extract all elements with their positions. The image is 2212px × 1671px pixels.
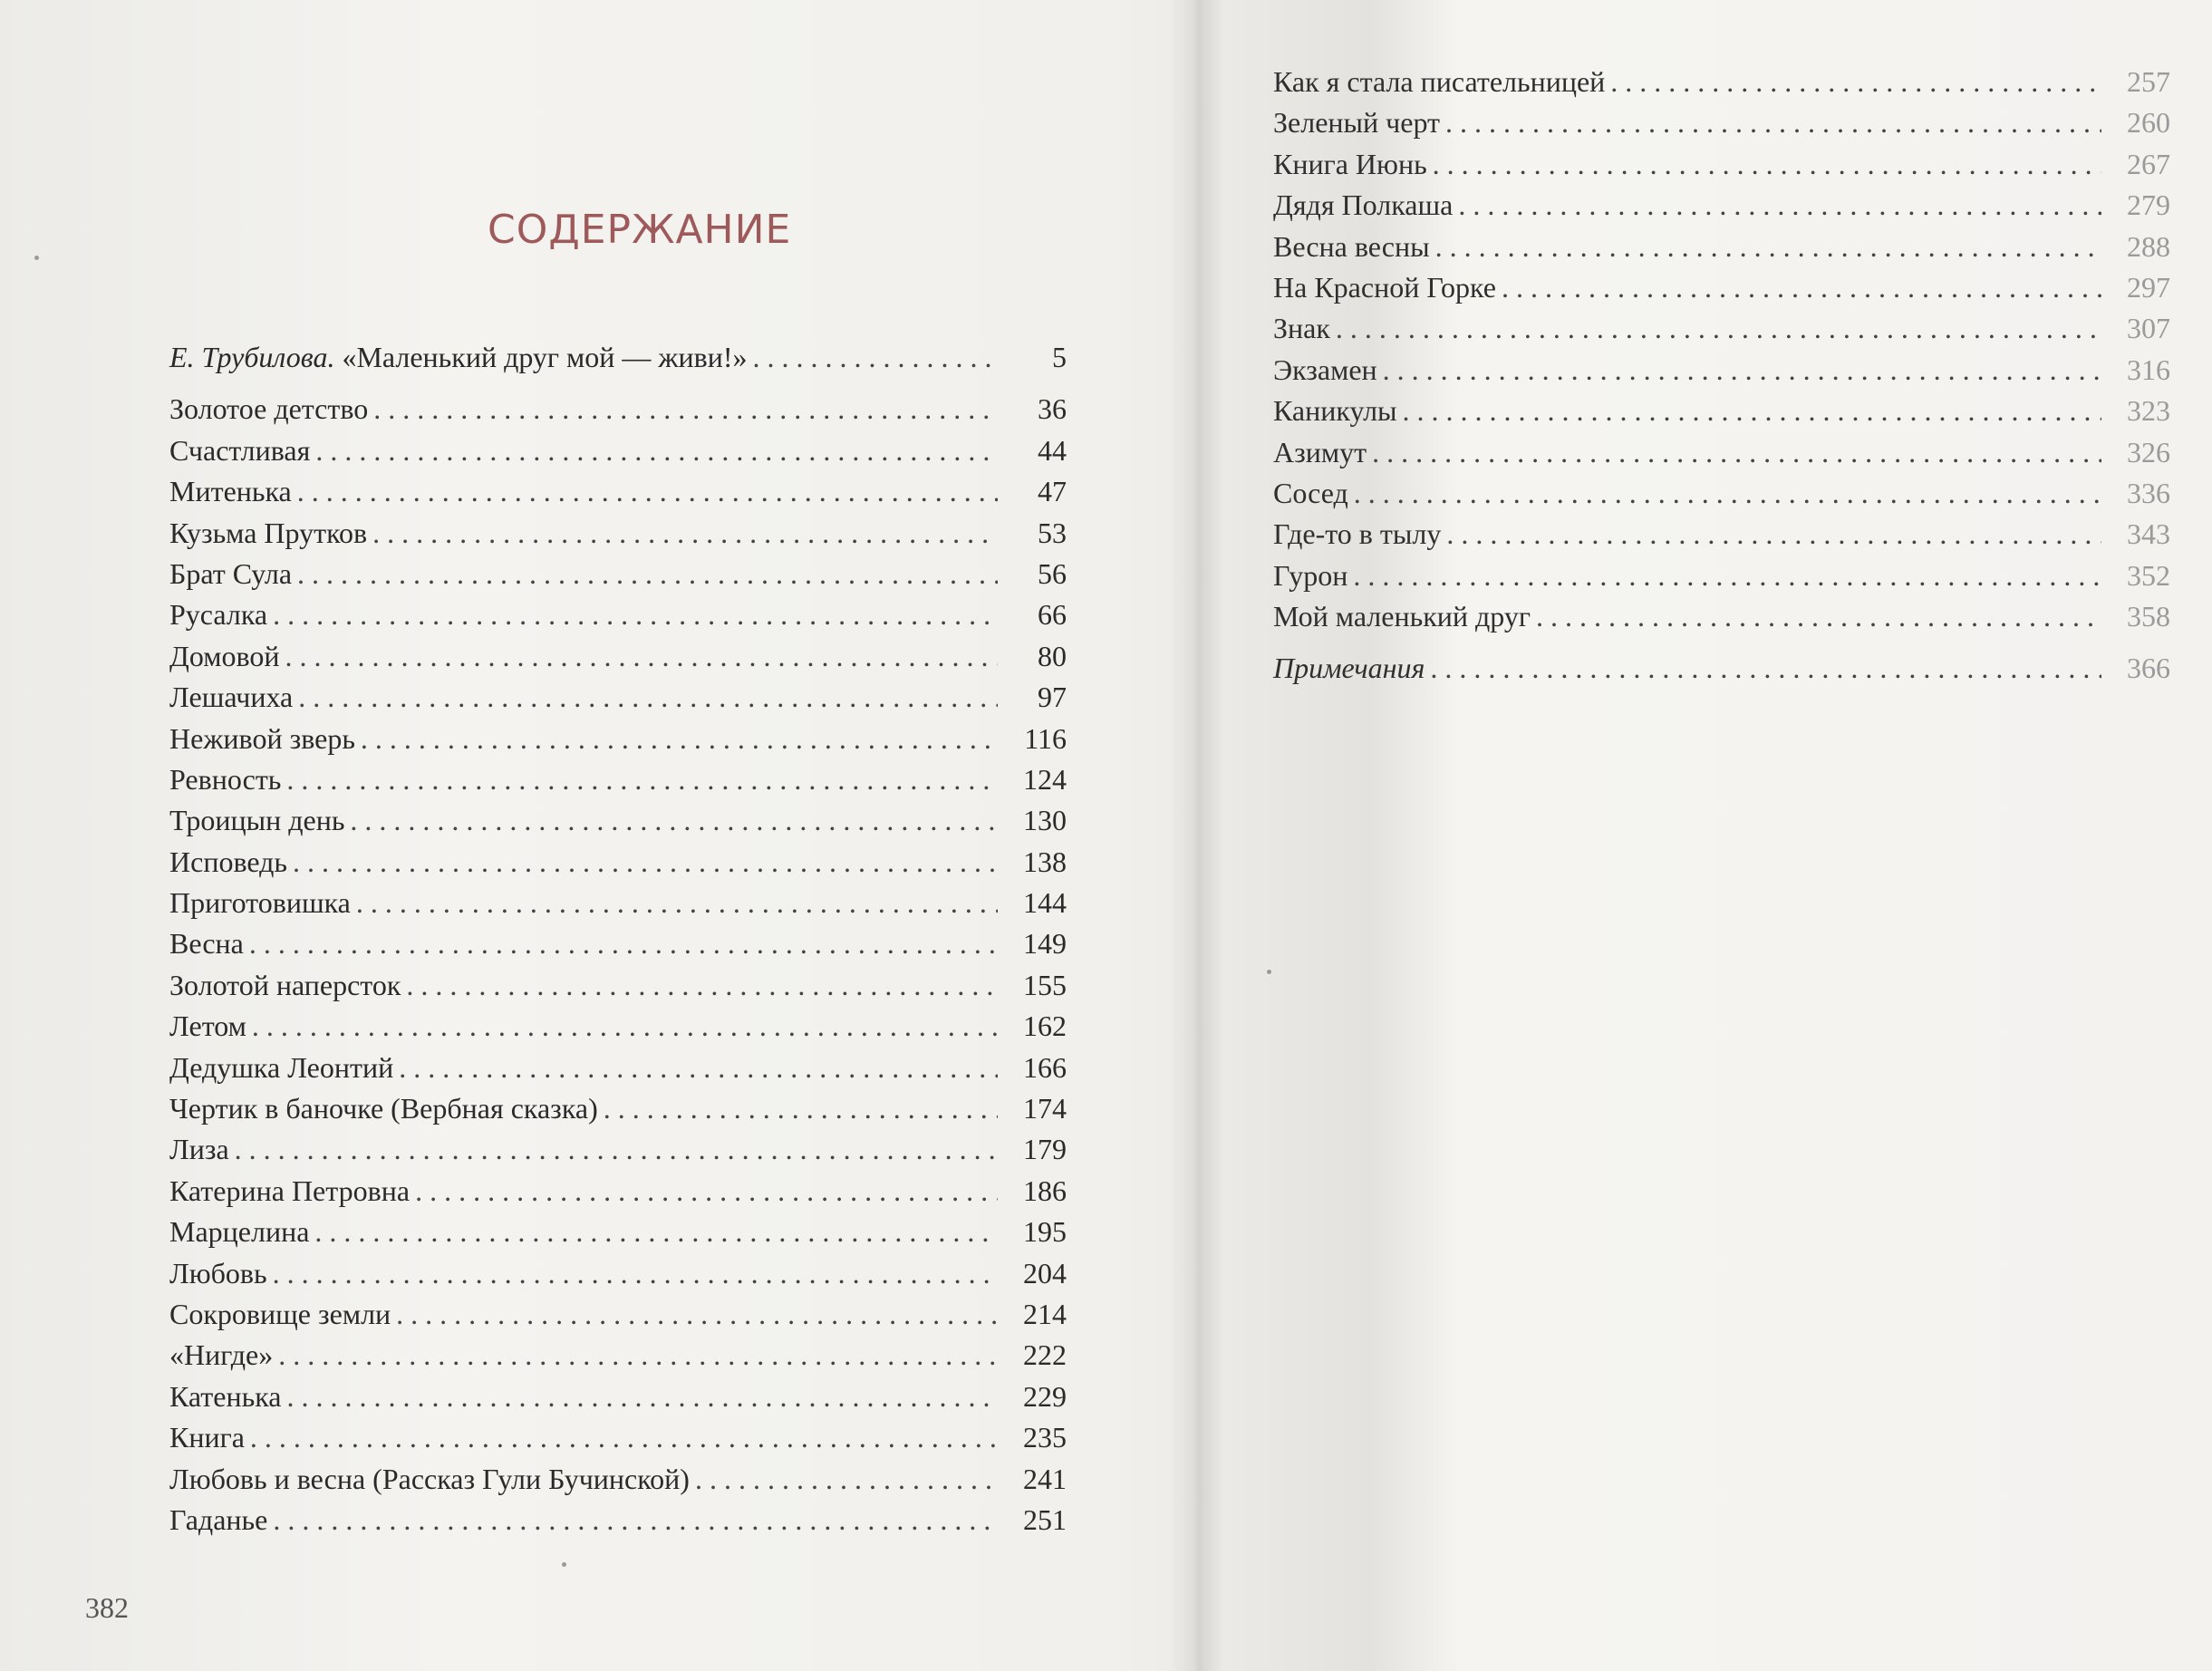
dot-leader [1403,391,2101,431]
toc-entry-page: 47 [1038,475,1067,508]
toc-entry-title: Где-то в тылу [1273,517,1442,551]
toc-entry-title: Гурон [1273,558,1348,592]
toc-entry [1273,514,2170,555]
toc-entry-page: 130 [1023,804,1067,837]
toc-entry-page: 56 [1038,556,1067,590]
toc-entry [1273,555,2170,596]
toc-entry-title: Митенька [169,475,292,508]
dot-leader [361,719,998,759]
toc-entry [169,1335,1067,1376]
toc-entry-title: Дядя Полкаша [1273,188,1454,222]
toc-entry-page: 204 [1023,1256,1067,1289]
toc-entry [169,1129,1067,1170]
toc-entry-page: 297 [2127,270,2170,304]
toc-entry-title: На Красной Горке [1273,270,1496,304]
toc-entry-page: 343 [2127,517,2170,551]
toc-entry-title: Троицын день [169,804,345,837]
toc-entry [169,800,1067,841]
toc-entry-title: Золотое детство [169,392,369,426]
dot-leader [399,1048,998,1088]
dot-leader [273,1253,998,1294]
toc-heading: СОДЕРЖАНИЕ [488,207,792,253]
toc-entry-page: 358 [2127,600,2170,633]
dot-leader [350,800,998,841]
toc-entry [169,430,1067,471]
toc-entry-title: Неживой зверь [169,721,355,755]
dot-leader [1372,432,2101,473]
toc-entry-page: 241 [1023,1462,1067,1495]
toc-entry-page: 316 [2127,353,2170,386]
toc-entry [169,594,1067,635]
toc-entry [169,719,1067,759]
intro-author: Е. Трубилова. [169,341,335,373]
toc-entry [169,1006,1067,1047]
toc-entry-page: 155 [1023,968,1067,1001]
toc-entry-title: Летом [169,1009,246,1043]
toc-entry [169,1171,1067,1212]
dot-leader [1336,308,2101,349]
toc-entry-page: 251 [1023,1502,1067,1536]
dot-leader [286,1376,998,1417]
dot-leader [252,1006,998,1047]
toc-entry-page: 138 [1023,845,1067,878]
dot-leader [314,1212,998,1252]
dot-leader [278,1335,998,1376]
dot-leader [286,759,998,800]
toc-entry-page: 288 [2127,229,2170,263]
toc-entry [169,1088,1067,1129]
toc-entry-page: 44 [1038,433,1067,467]
toc-entry-title [169,337,748,378]
toc-entry-title: Лешачиха [169,681,294,714]
toc-entry-title: Гаданье [169,1502,268,1536]
toc-entry-page: 257 [2127,65,2170,98]
toc-entry-title: Каникулы [1273,394,1397,428]
dot-leader [315,430,998,471]
intro-title: «Маленький друг мой — живи!» [342,341,748,373]
book-gutter [1169,0,1223,1671]
toc-entry-title: Экзамен [1273,353,1377,386]
dot-leader [1354,473,2101,514]
toc-entry-title: Приготовишка [169,886,351,920]
dot-leader [1610,62,2101,102]
toc-entry [169,677,1067,718]
dot-leader [695,1459,998,1500]
toc-entry [1273,267,2170,308]
toc-entry-title: Книга [169,1421,245,1454]
toc-entry-title: Зеленый черт [1273,106,1441,140]
toc-entry [1273,227,2170,267]
toc-right-page [1273,62,2170,690]
toc-entry [1273,308,2170,349]
toc-entry [169,759,1067,800]
toc-entry-page: 97 [1038,681,1067,714]
dot-leader [1445,102,2101,143]
paper-speck [1267,970,1271,974]
toc-entry-title: Русалка [169,598,268,632]
toc-entry-title: Азимут [1273,435,1367,468]
toc-entry-page: 307 [2127,312,2170,345]
toc-intro-entry [169,337,1067,378]
toc-entry-title: Книга Июнь [1273,147,1427,180]
toc-entry [169,513,1067,554]
toc-entry [169,554,1067,594]
toc-entry [1273,185,2170,226]
toc-entry [169,1500,1067,1541]
toc-entry-page: 53 [1038,516,1067,549]
toc-entry [169,883,1067,923]
toc-entry-page: 235 [1023,1421,1067,1454]
page-number: 382 [85,1591,129,1624]
toc-entry-page: 323 [2127,394,2170,428]
toc-entry [169,471,1067,512]
toc-entry-page: 260 [2127,106,2170,140]
dot-leader [297,554,998,594]
dot-leader [356,883,998,923]
toc-entry [1273,144,2170,185]
toc-entry [169,1212,1067,1252]
toc-entry-title: Любовь [169,1256,267,1289]
toc-entry-title: Знак [1273,312,1330,345]
toc-entry-title: Сокровище земли [169,1297,391,1330]
dot-leader [415,1171,998,1212]
dot-leader [297,471,998,512]
dot-leader [604,1088,998,1129]
toc-entry-title: Чертик в баночке (Вербная сказка) [169,1092,598,1125]
toc-entry-title: Исповедь [169,845,288,878]
toc-entry-page: 267 [2127,147,2170,180]
toc-entry-page: 186 [1023,1174,1067,1207]
toc-entry-title: Ревность [169,762,282,796]
toc-entry-title: Золотой наперсток [169,968,401,1001]
toc-entry [169,1376,1067,1417]
toc-entry-page: 36 [1038,392,1067,426]
dot-leader [396,1294,998,1335]
toc-entry-page: 214 [1023,1297,1067,1330]
dot-leader [1536,596,2101,637]
toc-entry-page: 80 [1038,639,1067,672]
toc-entry-page: 279 [2127,188,2170,222]
toc-entry-page: 149 [1023,927,1067,961]
toc-entry-page: 366 [2127,652,2170,685]
toc-entry-page: 162 [1023,1009,1067,1043]
toc-entry-page: 144 [1023,886,1067,920]
toc-entry [1273,102,2170,143]
toc-entry-title: Катерина Петровна [169,1174,411,1207]
toc-entry-title: Весна весны [1273,229,1430,263]
toc-entry-title: Любовь и весна (Рассказ Гули Бучинской) [169,1462,690,1495]
dot-leader [273,594,998,635]
toc-entry [169,1294,1067,1335]
dot-leader [373,389,998,430]
toc-entry [169,965,1067,1006]
toc-entry-title: Домовой [169,639,280,672]
toc-entry-page: 222 [1023,1338,1067,1372]
dot-leader [1458,185,2101,226]
toc-entry-title: Дедушка Леонтий [169,1050,394,1084]
toc-entry [1273,596,2170,637]
toc-entry-page: 116 [1024,721,1067,755]
toc-entry [169,1459,1067,1500]
toc-entry-title: Лиза [169,1133,229,1166]
toc-entry-title: Счастливая [169,433,311,467]
toc-entry [169,636,1067,677]
toc-entry-title: Сосед [1273,476,1348,509]
dot-leader [250,1417,998,1458]
paper-speck [562,1562,566,1567]
dot-leader [293,842,998,883]
dot-leader [406,965,998,1006]
toc-entry [169,389,1067,430]
toc-entry-page: 195 [1023,1215,1067,1249]
toc-entry [1273,62,2170,102]
toc-entry-page: 174 [1023,1092,1067,1125]
toc-entry-page: 229 [1023,1379,1067,1413]
dot-leader [1502,267,2101,308]
toc-entry-page: 66 [1038,598,1067,632]
dot-leader [298,677,998,718]
toc-entry-page: 336 [2127,476,2170,509]
toc-entry-title: «Нигде» [169,1338,274,1372]
toc-entry [169,842,1067,883]
dot-leader [1446,514,2101,555]
toc-entry-title: Кузьма Прутков [169,516,368,549]
toc-entry [169,1048,1067,1088]
dot-leader [1433,144,2101,185]
toc-entry [1273,391,2170,431]
toc-entry [1273,473,2170,514]
toc-entry-page: 124 [1023,762,1067,796]
toc-entry [1273,350,2170,391]
dot-leader [372,513,998,554]
dot-leader [285,636,998,677]
toc-entry-title: Весна [169,927,244,961]
toc-entry [169,1417,1067,1458]
dot-leader [753,337,998,378]
toc-entry-title: Примечания [1273,652,1425,685]
toc-entry-page: 179 [1023,1133,1067,1166]
toc-notes-entry [1273,648,2170,689]
toc-entry-page: 5 [1052,341,1067,373]
toc-entry [169,923,1067,964]
toc-entry [1273,432,2170,473]
dot-leader [1383,350,2101,391]
paper-speck [34,256,39,260]
toc-entry [169,1253,1067,1294]
toc-entry-title: Как я стала писательницей [1273,65,1606,98]
toc-left-page [169,337,1067,1541]
dot-leader [1430,648,2101,689]
dot-leader [1435,227,2101,267]
toc-entry-title: Брат Сула [169,556,293,590]
toc-entry-title: Мой маленький друг [1273,600,1531,633]
toc-entry-page: 166 [1023,1050,1067,1084]
toc-entry-page: 326 [2127,435,2170,468]
toc-entry-page: 352 [2127,558,2170,592]
dot-leader [273,1500,998,1541]
dot-leader [1353,555,2101,596]
dot-leader [235,1129,998,1170]
toc-entry-title: Катенька [169,1379,282,1413]
toc-entry-title: Марцелина [169,1215,310,1249]
dot-leader [249,923,998,964]
